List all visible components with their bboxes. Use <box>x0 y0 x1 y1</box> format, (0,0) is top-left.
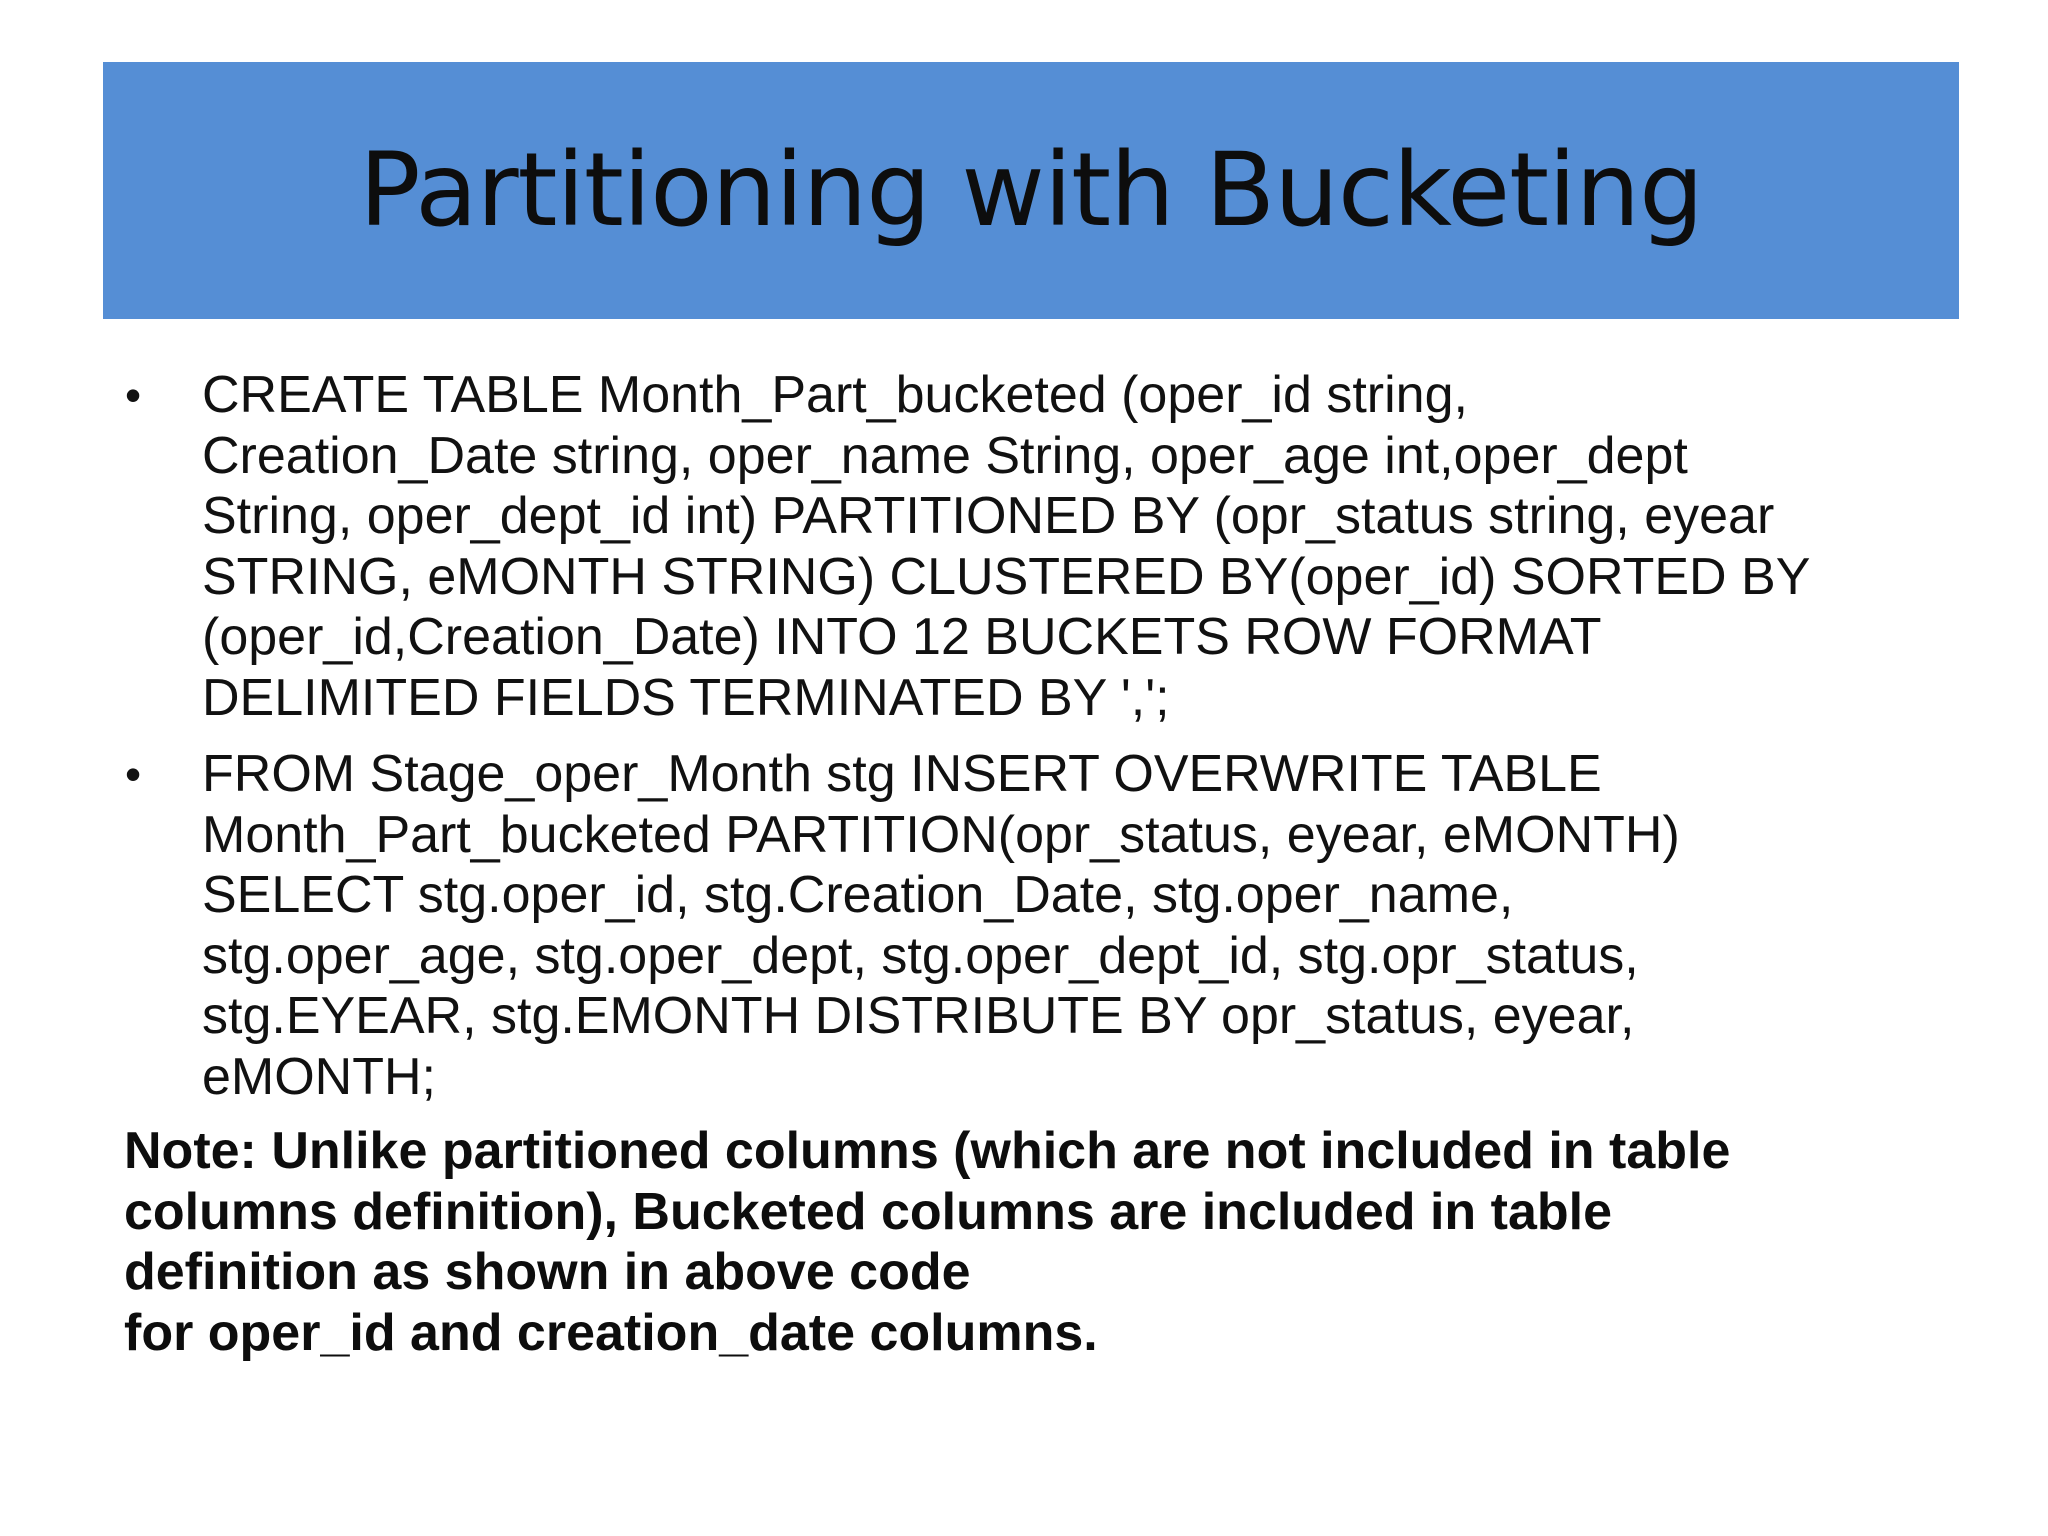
code-line: String, oper_dept_id int) PARTITIONED BY (opr_status string, eyear <box>202 487 1775 545</box>
bullet-list <box>120 365 1950 1123</box>
code-line: stg.EYEAR, stg.EMONTH DISTRIBUTE BY opr_status, eyear, <box>202 987 1635 1045</box>
bullet-item-insert-overwrite <box>120 744 1950 1107</box>
note-line: for oper_id and creation_date columns. <box>124 1303 1098 1362</box>
note-line: definition as shown in above code <box>124 1243 971 1301</box>
code-line: (oper_id,Creation_Date) INTO 12 BUCKETS ROW FORMAT <box>202 608 1602 666</box>
note-line: columns definition), Bucketed columns are included in table <box>124 1182 1612 1241</box>
note-paragraph <box>124 1121 1944 1363</box>
bullet-marker: • <box>125 369 142 421</box>
code-line: STRING, eMONTH STRING) CLUSTERED BY(oper_id) SORTED BY <box>202 547 1811 606</box>
title-bar <box>103 62 1959 319</box>
code-line: stg.oper_age, stg.oper_dept, stg.oper_dept_id, stg.opr_status, <box>202 926 1639 985</box>
slide-title: Partitioning with Bucketing <box>359 130 1703 250</box>
code-line: DELIMITED FIELDS TERMINATED BY ','; <box>202 668 1170 727</box>
code-line: SELECT stg.oper_id, stg.Creation_Date, stg.oper_name, <box>202 866 1514 924</box>
code-line: eMONTH; <box>202 1047 436 1106</box>
bullet-item-create-table <box>120 365 1950 728</box>
code-line: FROM Stage_oper_Month stg INSERT OVERWRITE TABLE <box>202 745 1602 803</box>
note-line: Note: Unlike partitioned columns (which are not included in table <box>124 1122 1731 1180</box>
code-line: Creation_Date string, oper_name String, oper_age int,oper_dept <box>202 426 1688 485</box>
bullet-text <box>202 744 1950 1107</box>
bullet-marker: • <box>125 748 142 800</box>
code-line: Month_Part_bucketed PARTITION(opr_status, eyear, eMONTH) <box>202 805 1680 864</box>
code-line: CREATE TABLE Month_Part_bucketed (oper_id string, <box>202 366 1468 424</box>
bullet-text <box>202 365 1950 728</box>
